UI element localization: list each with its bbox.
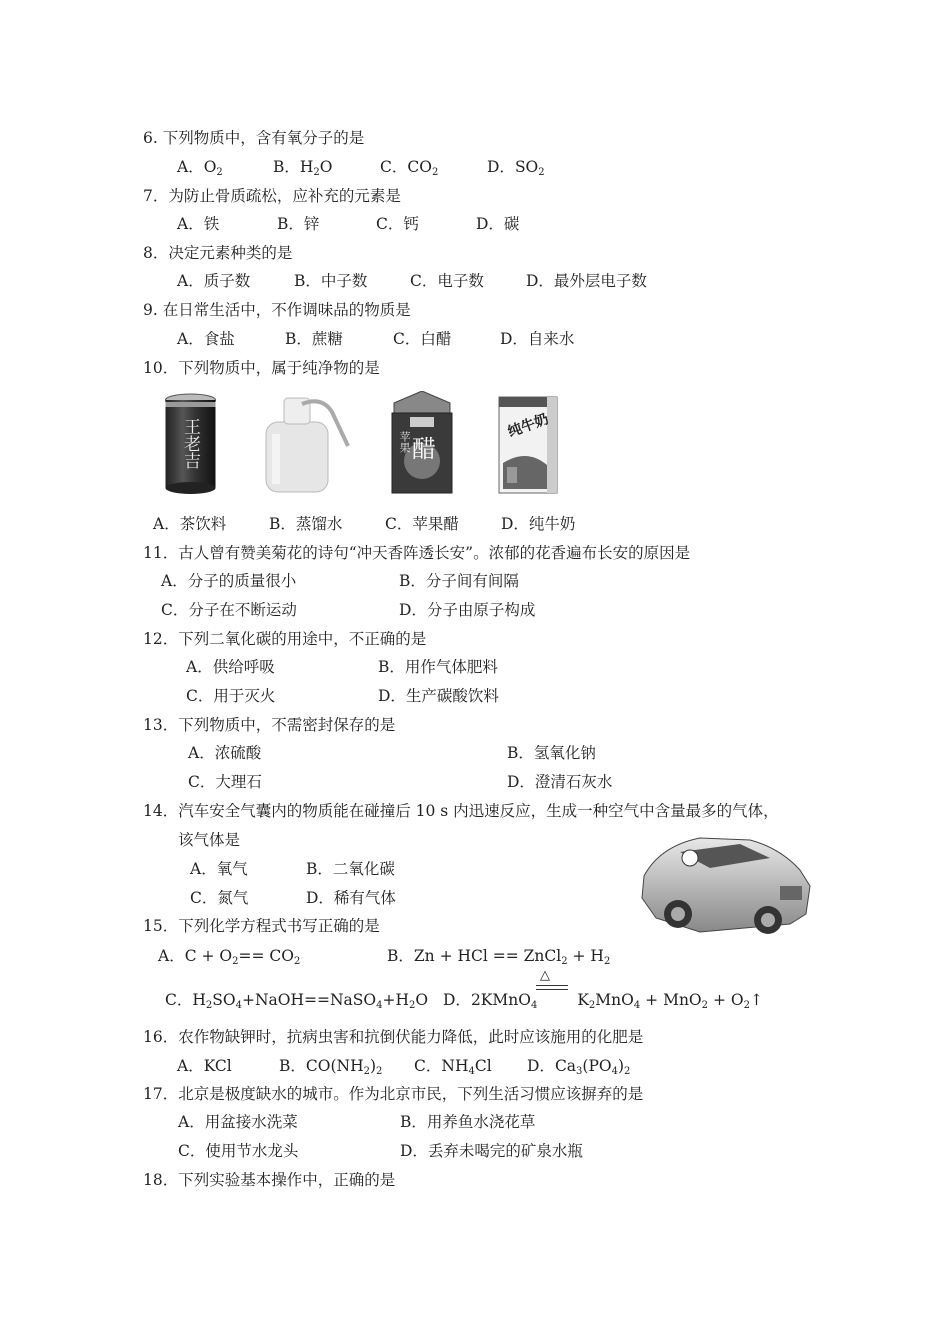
q13-option-b: B．氢氧化钠 [507,744,596,762]
q9-option-a: A．食盐 [177,330,235,348]
q9-stem: 9. 在日常生活中，不作调味品的物质是 [143,301,411,319]
q11-stem: 11．古人曾有赞美菊花的诗句“冲天香阵透长安”。浓郁的花香遍布长安的原因是 [143,544,691,562]
q17-option-d: D．丢弃未喝完的矿泉水瓶 [400,1142,583,1160]
q8-stem: 8．决定元素种类的是 [143,244,293,262]
q10-option-c: C．苹果醋 [385,515,459,533]
q18-stem: 18．下列实验基本操作中，正确的是 [143,1171,396,1189]
q14-option-a: A．氧气 [190,860,248,878]
q12-option-d: D．生产碳酸饮料 [378,687,499,705]
milk-carton-image [497,393,561,495]
equation-bar-bottom [536,989,568,990]
q11-option-b: B．分子间有间隔 [399,572,519,590]
q15-option-b: B．Zn + HCl == ZnCl$_2$ + $H_2$ [387,947,611,967]
q11-option-d: D．分子由原子构成 [399,601,536,619]
q8-option-d: D．最外层电子数 [526,272,647,290]
wash-bottle-image [262,394,352,494]
q6-option-d: D．$SO_2$ [487,158,545,178]
q15-option-c: C．$H_2SO_4+NaOH==NaSO_4+H_2O$ [165,991,429,1011]
q8-option-c: C．电子数 [410,272,484,290]
q17-option-b: B．用养鱼水浇花草 [400,1113,536,1131]
q12-stem: 12．下列二氧化碳的用途中，不正确的是 [143,630,427,648]
q14-stem: 14．汽车安全气囊内的物质能在碰撞后 10 s 内迅速反应，生成一种空气中含量最多的气体， [143,802,779,820]
q10-option-a: A．茶饮料 [153,515,227,533]
q10-option-d: D．纯牛奶 [501,515,576,533]
q15-stem: 15．下列化学方程式书写正确的是 [143,917,380,935]
q13-option-a: A．浓硫酸 [188,744,262,762]
vinegar-carton-image [388,391,456,495]
q14-option-d: D．稀有气体 [306,889,396,907]
q6-stem: 6. 下列物质中，含有氧分子的是 [143,129,365,147]
q11-option-c: C．分子在不断运动 [161,601,297,619]
q14-stem-cont: 该气体是 [178,831,241,849]
q9-option-c: C．白醋 [393,330,452,348]
q13-stem: 13．下列物质中，不需密封保存的是 [143,716,396,734]
heat-symbol: △ [540,968,550,983]
q10-option-b: B．蒸馏水 [269,515,343,533]
q16-stem: 16．农作物缺钾时，抗病虫害和抗倒伏能力降低，此时应该施用的化肥是 [143,1028,644,1046]
q8-option-b: B．中子数 [294,272,368,290]
q16-option-a: A．KCl [177,1057,232,1075]
q13-option-c: C．大理石 [188,773,262,791]
q9-option-d: D．自来水 [500,330,575,348]
q6-option-a: A．$O_2$ [177,158,223,178]
q14-option-c: C．氮气 [190,889,249,907]
q7-option-b: B．锌 [277,215,320,233]
vinegar-brand-text: 苹果 [398,431,411,453]
q6-option-c: C．$CO_2$ [380,158,439,178]
q6-option-b: B．$H_2O$ [273,158,333,178]
tea-can-image [163,392,218,496]
q7-stem: 7．为防止骨质疏松，应补充的元素是 [143,187,401,205]
q17-stem: 17．北京是极度缺水的城市。作为北京市民，下列生活习惯应该摒弃的是 [143,1085,644,1103]
milk-text: 纯牛奶 [505,411,551,441]
q7-option-a: A．铁 [177,215,220,233]
q8-option-a: A．质子数 [177,272,251,290]
equation-bar-top [536,985,568,986]
can-label: 王老吉 [180,418,200,469]
q11-option-a: A．分子的质量很小 [161,572,297,590]
q15-option-a: A．$C + O_2== CO_2$ [158,947,301,967]
q12-option-a: A．供给呼吸 [186,658,275,676]
q10-stem: 10．下列物质中，属于纯净物的是 [143,359,380,377]
q13-option-d: D．澄清石灰水 [507,773,613,791]
car-airbag-image [640,828,812,938]
q16-option-b: B．$CO(NH_2)_2$ [279,1057,383,1077]
vinegar-text: 醋 [412,435,436,463]
q9-option-b: B．蔗糖 [285,330,343,348]
q15-option-d: D．2KMnO$_4$ $K_2MnO_4 + MnO_2$ + $O_2↑$ [443,991,763,1011]
q7-option-d: D．碳 [476,215,520,233]
q12-option-c: C．用于灭火 [186,687,276,705]
q17-option-a: A．用盆接水洗菜 [178,1113,298,1131]
q7-option-c: C．钙 [376,215,419,233]
q16-option-d: D．$Ca_3(PO_4)_2$ [527,1057,631,1077]
q16-option-c: C．$NH_4Cl$ [414,1057,492,1077]
q12-option-b: B．用作气体肥料 [378,658,498,676]
q17-option-c: C．使用节水龙头 [178,1142,299,1160]
q14-option-b: B．二氧化碳 [306,860,395,878]
